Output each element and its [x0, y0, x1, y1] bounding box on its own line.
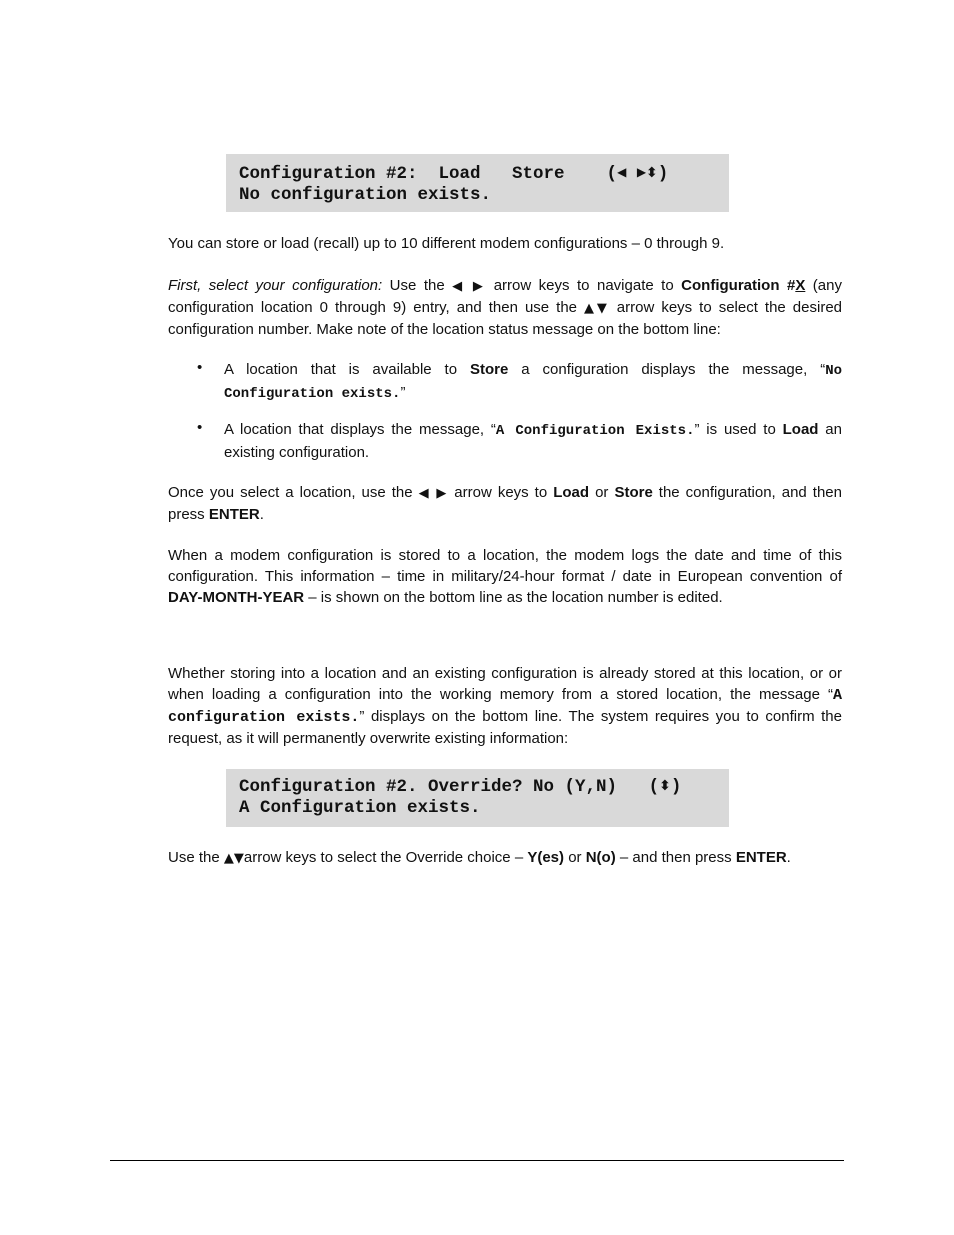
bullet-2-t2: ” is used to — [694, 421, 783, 438]
up-down-arrow-icon: ▲▼ — [223, 851, 244, 866]
bullet-1-mono: No Configuration exists. — [224, 363, 842, 402]
lcd-line-2: A Configuration exists. — [239, 798, 481, 818]
para-once-store: Store — [614, 484, 653, 501]
lcd-line-1 — [239, 162, 716, 185]
para-logs-t2: – is shown on the bottom line as the location number is edited. — [304, 589, 723, 606]
para-whether-t2: ” displays on the bottom line. The system requires you to confirm the request, as it will permanently overwrite existing information: — [168, 708, 842, 747]
para-once-enter: ENTER — [208, 506, 260, 523]
para-once-t3: or — [589, 484, 615, 501]
para-select-t3: (any configuration location 0 through 9) entry, and then use the — [168, 277, 842, 316]
para-whether — [168, 663, 842, 749]
lcd-line-2: No configuration exists. — [239, 185, 492, 205]
bullet-1 — [224, 359, 842, 405]
para-use-enter: ENTER — [735, 849, 787, 866]
para-logs-bold: DAY-MONTH-YEAR — [168, 589, 305, 606]
para-use-t1: Use the — [168, 849, 224, 866]
para-use-t4: – and then press — [615, 849, 736, 866]
para-once-t4: the configuration, and then press — [168, 484, 842, 523]
para-once-t1: Once you select a location, use the — [168, 484, 419, 501]
para-once-load: Load — [553, 484, 590, 501]
para-select-t2: arrow keys to navigate to — [486, 277, 682, 294]
lcd-line-1-close: ) — [657, 164, 669, 184]
lcd-line-1-text: Configuration #2. Override? No (Y,N) ( — [239, 777, 660, 797]
footer-rule — [110, 1160, 844, 1161]
lcd-line-1-text: Configuration #2: Load Store ( — [239, 164, 618, 184]
left-arrow-icon: ◀ — [617, 165, 627, 179]
bullet-2 — [224, 419, 842, 463]
para-use-t3: or — [564, 849, 586, 866]
para-select-lead: First, select your configuration: — [168, 277, 383, 294]
para-select-t4: arrow keys to select the desired configuration number. Make note of the location status message on the bottom line: — [168, 299, 842, 338]
left-right-arrow-icon: ◀ ▶ — [452, 279, 487, 294]
para-use-t5: . — [786, 849, 791, 866]
up-down-arrow-icon: ⬍ — [646, 165, 658, 181]
right-arrow-icon: ▶ — [636, 165, 647, 179]
up-down-arrow-icon: ⬍ — [659, 778, 671, 794]
para-select-config: Configuration # — [681, 277, 796, 294]
bullet-2-t3: an existing configuration. — [224, 421, 842, 461]
lcd-display-store-load — [226, 154, 729, 212]
para-logs-t1: When a modem configuration is stored to a location, the modem logs the date and time of this configuration. This information – time in military/24-hour format / date in European convention of — [168, 547, 842, 585]
bullet-2-bold: Load — [782, 421, 819, 438]
para-use-t2: arrow keys to select the Override choice – — [243, 849, 528, 866]
para-use-yes: Y(es) — [527, 849, 565, 866]
para-use-no: N(o) — [585, 849, 616, 866]
bullet-2-mono: A Configuration Exists. — [495, 423, 695, 439]
bullet-1-dot: • — [197, 359, 203, 376]
para-intro: You can store or load (recall) up to 10 different modem configurations – 0 through 9. — [168, 235, 725, 252]
bullet-1-t3: ” — [400, 384, 406, 401]
para-once-t2: arrow keys to — [448, 484, 554, 501]
para-use — [168, 847, 842, 869]
bullet-1-t2: a configuration displays the message, “ — [508, 361, 826, 378]
para-select — [168, 275, 842, 340]
left-right-arrow-icon: ◀ ▶ — [418, 486, 449, 501]
para-whether-mono: A configuration exists. — [168, 687, 842, 726]
up-down-arrow-icon: ▲▼ — [584, 301, 610, 316]
para-logs — [168, 545, 842, 608]
bullet-2-t1: A location that displays the message, “ — [224, 421, 496, 438]
bullet-2-dot: • — [197, 419, 203, 436]
lcd-display-override — [226, 769, 729, 827]
para-select-x: X — [795, 277, 806, 294]
bullet-1-bold: Store — [470, 361, 509, 378]
lcd-line-1 — [239, 777, 716, 798]
para-once-t5: . — [259, 506, 264, 523]
para-whether-t1: Whether storing into a location and an existing configuration is already stored at this location, or or when loading a configuration into the working memory from a stored location, the message “ — [168, 665, 842, 703]
para-select-t1: Use the — [382, 277, 453, 294]
lcd-line-1-close: ) — [670, 777, 682, 797]
para-once — [168, 482, 842, 525]
bullet-1-t1: A location that is available to — [224, 361, 470, 378]
